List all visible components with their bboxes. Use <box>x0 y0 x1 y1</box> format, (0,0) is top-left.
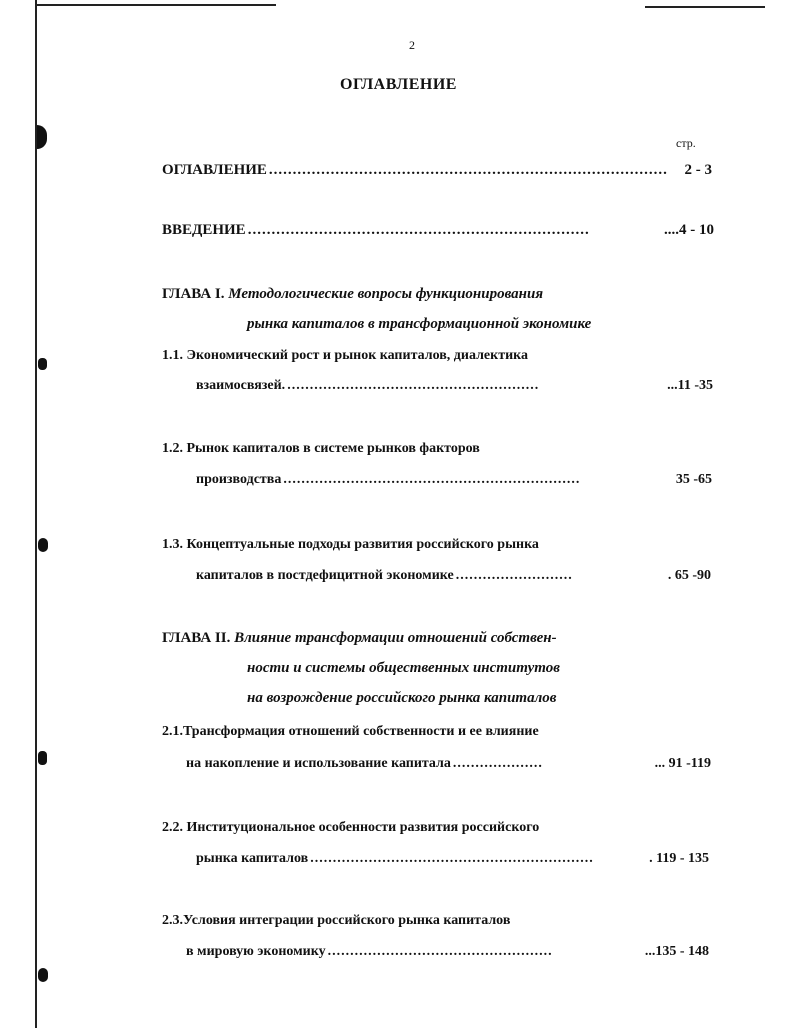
section-title: 1.2. Рынок капиталов в системе рынков факторов <box>162 441 480 456</box>
scan-blot <box>38 358 47 370</box>
scan-top-line <box>36 4 276 6</box>
toc-entry <box>162 222 714 239</box>
section-line <box>196 378 713 394</box>
toc-entry-pages: ....4 - 10 <box>664 222 714 238</box>
toc-leader-dots: .......................... <box>455 568 573 583</box>
section-line <box>186 944 709 960</box>
section-line <box>196 568 711 584</box>
toc-leader-dots: ........................................................................ <box>247 222 590 238</box>
toc-leader-dots: .................................................. <box>327 944 553 959</box>
section-line <box>186 756 711 772</box>
scan-top-line <box>645 6 765 8</box>
chapter-label: ГЛАВА I. <box>162 286 225 302</box>
toc-entry-title: ОГЛАВЛЕНИЕ <box>162 162 267 178</box>
toc-entry-pages: 2 - 3 <box>684 162 712 178</box>
section-pages: ...11 -35 <box>667 378 713 393</box>
chapter-title-line: ности и системы общественных институтов <box>247 660 560 676</box>
toc-leader-dots: ........................................................ <box>287 378 540 393</box>
section-pages: . 119 - 135 <box>649 851 709 866</box>
section-line <box>196 851 709 867</box>
toc-leader-dots: .................... <box>452 756 543 771</box>
scan-blot <box>38 751 47 765</box>
section-pages: . 65 -90 <box>667 568 711 583</box>
chapter-title-line: Влияние трансформации отношений собствен- <box>234 630 557 646</box>
section-title: 2.3.Условия интеграции российского рынка капиталов <box>162 913 511 928</box>
chapter-title-line: на возрождение российского рынка капиталов <box>247 690 557 706</box>
section-title-cont: производства <box>196 472 282 487</box>
toc-leader-dots: .................................................................................... <box>268 162 668 178</box>
scan-blot <box>37 125 47 149</box>
section-title: 2.1.Трансформация отношений собственности и ее влияние <box>162 724 539 739</box>
scan-blot <box>38 538 48 552</box>
section-title: 1.3. Концептуальные подходы развития российского рынка <box>162 537 539 552</box>
chapter-title-line: Методологические вопросы функционирования <box>228 286 544 302</box>
section-title-cont: на накопление и использование капитала <box>186 756 451 771</box>
chapter-label: ГЛАВА II. <box>162 630 231 646</box>
page-number: 2 <box>409 38 415 52</box>
section-pages: ...135 - 148 <box>644 944 709 959</box>
section-title-cont: взаимосвязей. <box>196 378 286 393</box>
section-pages: 35 -65 <box>675 472 712 487</box>
toc-entry-title: ВВЕДЕНИЕ <box>162 222 246 238</box>
toc-leader-dots: .................................................................. <box>283 472 581 487</box>
page-column-label: стр. <box>676 136 696 150</box>
section-title-cont: в мировую экономику <box>186 944 326 959</box>
section-line <box>196 472 712 488</box>
scan-edge-line <box>35 0 37 1028</box>
chapter-title-line: рынка капиталов в трансформационной экономике <box>247 316 592 332</box>
section-title-cont: капиталов в постдефицитной экономике <box>196 568 454 583</box>
chapter-heading <box>162 630 557 647</box>
scan-blot <box>38 968 48 982</box>
section-pages: ... 91 -119 <box>654 756 711 771</box>
section-title: 1.1. Экономический рост и рынок капиталов, диалектика <box>162 348 529 363</box>
section-title: 2.2. Институциональное особенности развития российского <box>162 820 540 835</box>
toc-leader-dots: ............................................................... <box>310 851 594 866</box>
page-title: ОГЛАВЛЕНИЕ <box>340 76 457 93</box>
section-title-cont: рынка капиталов <box>196 851 309 866</box>
toc-entry <box>162 162 712 179</box>
chapter-heading <box>162 286 543 303</box>
